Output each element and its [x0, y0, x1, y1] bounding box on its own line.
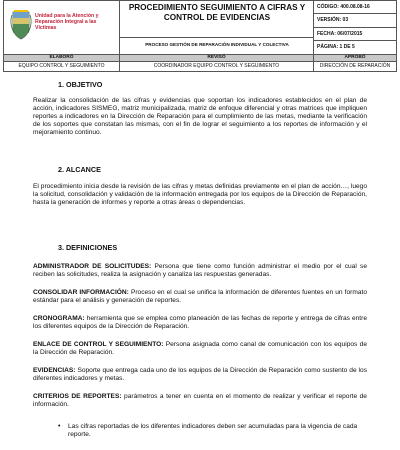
definition-term: CONSOLIDAR INFORMACIÓN: — [33, 289, 129, 296]
definition-text: herramienta que se emplea como planeación de las fechas de reporte y entrega de cifras entre los diferentes equipos de la Dirección de Reparación. — [33, 315, 367, 330]
definition-item — [33, 393, 367, 409]
elaboro-column — [4, 55, 120, 71]
definition-term: ENLACE DE CONTROL Y SEGUIMIENTO: — [33, 341, 164, 348]
section-objetivo-text: Realizar la consolidación de las cifras y evidencias que soportan los indicadores establecidos en el plan de acción, indicadores SISMEG, matriz municipalizada, matriz de enfoque diferencial y otras matrices que impliquen reportes a indicadores en la Dirección de Reparación para el cumplimiento de las metas, mediante la verificación de los soportes que constatan las mismas, con el fin de lograr el seguimiento a los reportes de información y el mejoramiento continuo. — [33, 97, 367, 136]
elaboro-label: ELABORÓ — [4, 55, 119, 62]
section-objetivo-title: 1. OBJETIVO — [58, 80, 103, 89]
reviso-label: REVISÓ — [120, 55, 313, 62]
definition-text: parámetros a tener en cuenta en el momento de realizar y verificar el reporte de información. — [33, 393, 367, 408]
definition-text: Soporte que entrega cada uno de los equipos de la Dirección de Reparación como sustento de los diferentes indicadores y metas. — [33, 367, 367, 382]
document-version: VERSIÓN: 03 — [314, 14, 396, 27]
section-definiciones-title: 3. DEFINICIONES — [58, 243, 118, 252]
section-alcance-title: 2. ALCANCE — [58, 165, 101, 174]
definition-text: Persona asignada como canal de comunicación con los equipos de la Dirección de Reparación. — [33, 341, 367, 356]
definition-item — [33, 341, 367, 357]
document-code: CÓDIGO: 400.08.08-16 — [314, 1, 396, 14]
aprobo-label: APROBÓ — [314, 55, 396, 62]
document-title: PROCEDIMIENTO SEGUIMIENTO A CIFRAS Y CONTROL DE EVIDENCIAS — [128, 3, 306, 22]
colombia-seal-icon — [10, 9, 32, 41]
definition-term: ADMINISTRADOR DE SOLICITUDES: — [33, 263, 152, 270]
logo-cell — [4, 1, 120, 54]
section-alcance-text: El procedimiento inicia desde la revisión de las cifras y metas definidas previamente en el plan de acción…, luego la solicitud, consolidación y validación de la información entregada por los equipos de la Dirección de Reparación, hasta la generación de informes y reporte a otras áreas o dependencias. — [33, 183, 367, 206]
reviso-column — [120, 55, 314, 71]
definition-item — [33, 367, 367, 383]
definition-text: Persona que tiene como función administrar el medio por el cual se reciben las solicitudes, realiza la asignación y canaliza las respuestas generadas. — [33, 263, 368, 278]
definition-item — [33, 289, 367, 305]
definition-text: Proceso en el cual se unifica la información de diferentes fuentes en un formato estándar para el análisis y generación de reportes. — [33, 289, 367, 304]
process-name: PROCESO GESTIÓN DE REPARACIÓN INDIVIDUAL Y COLECTIVA — [120, 37, 314, 54]
definition-item — [33, 315, 367, 331]
title-cell — [120, 1, 314, 54]
definition-term: EVIDENCIAS: — [33, 367, 76, 374]
definition-term: CRITERIOS DE REPORTES: — [33, 393, 122, 400]
aprobo-column — [314, 55, 396, 71]
elaboro-value: EQUIPO CONTROL Y SEGUIMIENTO — [18, 63, 105, 69]
reviso-value: COORDINADOR EQUIPO CONTROL Y SEGUIMIENTO — [153, 63, 280, 69]
organization-name: Unidad para la Atención y Reparación Integral a las Víctimas — [35, 13, 99, 31]
document-date: FECHA: 06/07/2015 — [314, 28, 396, 41]
approval-table — [3, 55, 397, 72]
bullet-text: Las cifras reportadas de los diferentes indicadores deben ser acumuladas para la vigencia de cada reporte. — [68, 423, 358, 438]
document-header — [3, 0, 397, 55]
document-metadata — [314, 1, 396, 54]
page-number: PÁGINA: 1 DE 5 — [317, 43, 355, 50]
bullet-icon: • — [58, 423, 61, 430]
aprobo-value: DIRECCIÓN DE REPARACIÓN — [319, 63, 391, 69]
definition-term: CRONOGRAMA: — [33, 315, 85, 322]
definition-item — [33, 263, 367, 279]
